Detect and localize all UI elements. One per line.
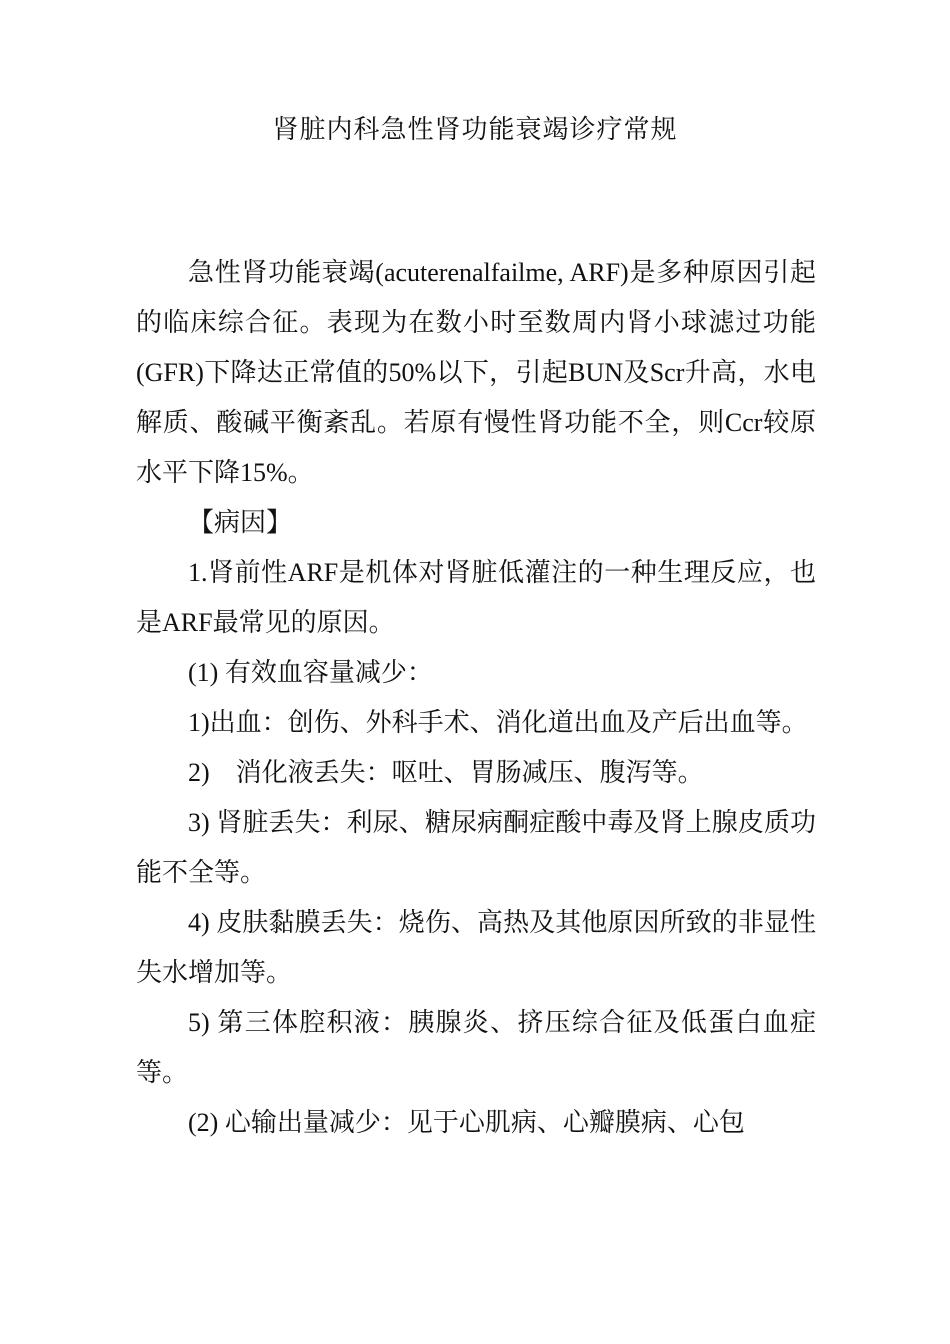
paragraph-subitem-4: 4) 皮肤黏膜丢失：烧伤、高热及其他原因所致的非显性失水增加等。 xyxy=(136,908,816,987)
paragraph-subitem-1: 1)出血：创伤、外科手术、消化道出血及产后出血等。 xyxy=(188,708,808,737)
paragraph-item-1: (1) 有效血容量减少： xyxy=(188,658,433,687)
document-body xyxy=(136,248,816,1148)
paragraph-subitem-3: 3) 肾脏丢失：利尿、糖尿病酮症酸中毒及肾上腺皮质功能不全等。 xyxy=(136,808,816,887)
paragraph-subitem-5: 5) 第三体腔积液：胰腺炎、挤压综合征及低蛋白血症等。 xyxy=(136,1008,816,1087)
paragraph-prerenal: 1.肾前性ARF是机体对肾脏低灌注的一种生理反应，也是ARF最常见的原因。 xyxy=(136,558,816,637)
paragraph-item-2: (2) 心输出量减少：见于心肌病、心瓣膜病、心包 xyxy=(188,1108,745,1137)
paragraph-subitem-2: 2) 消化液丢失：呕吐、胃肠减压、腹泻等。 xyxy=(188,758,704,787)
paragraph-intro: 急性肾功能衰竭(acuterenalfailme, ARF)是多种原因引起的临床综合征。表现为在数小时至数周内肾小球滤过功能(GFR)下降达正常值的50%以下，引起BUN及Scr升高，水电解质、酸碱平衡紊乱。若原有慢性肾功能不全，则Ccr较原水平下降15%。 xyxy=(136,258,816,487)
document-title: 肾脏内科急性肾功能衰竭诊疗常规 xyxy=(272,115,678,144)
section-heading-etiology: 【病因】 xyxy=(188,508,293,537)
